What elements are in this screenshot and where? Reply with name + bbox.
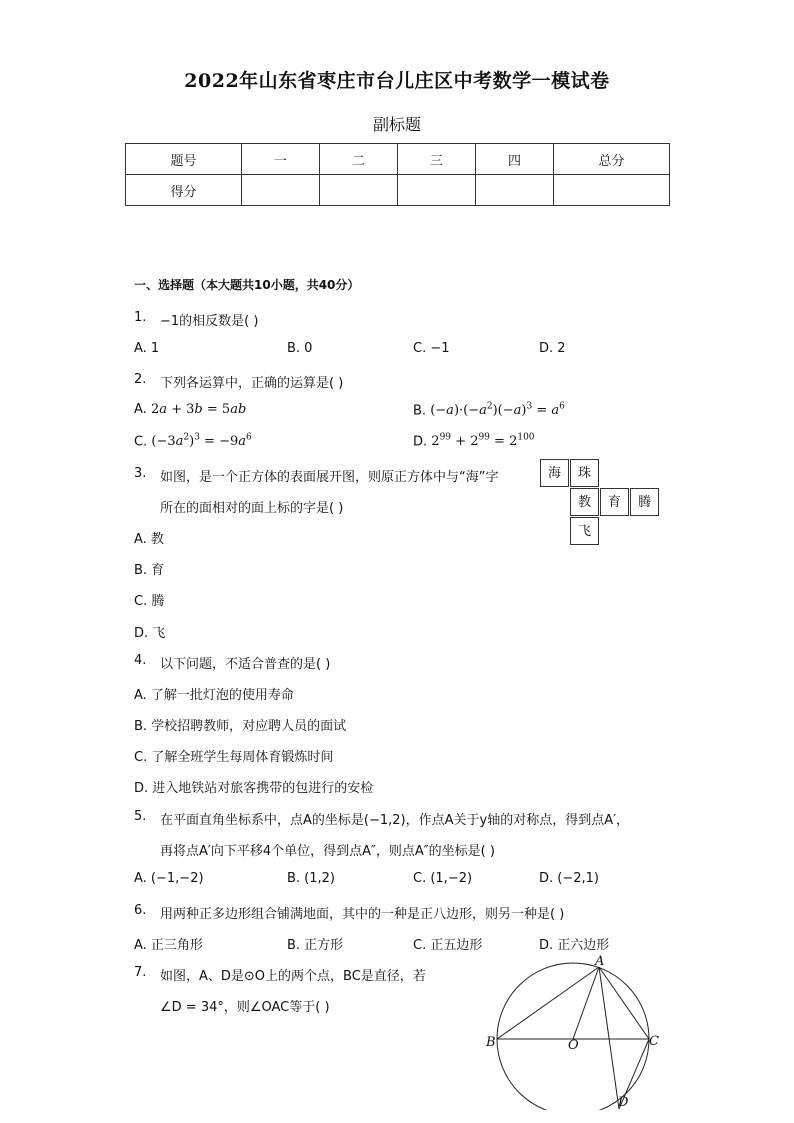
point-label-b: B	[486, 1035, 496, 1050]
option-label: B.	[413, 403, 427, 419]
question-stem: 所在的面相对的面上标的字是( )	[160, 501, 344, 516]
option-label: C.	[134, 434, 148, 450]
point-label-d: D	[618, 1095, 629, 1110]
question-number: 7.	[134, 965, 147, 980]
net-face: 海	[540, 459, 569, 487]
option-c: C. −1	[413, 341, 450, 356]
score-empty-cell	[320, 175, 398, 206]
segment-ac	[599, 967, 649, 1039]
question-stem: −1的相反数是( )	[160, 314, 259, 329]
section-heading: 一、选择题（本大题共10小题，共40分）	[134, 278, 360, 292]
page-subtitle: 副标题	[372, 115, 421, 134]
score-header-cell: 一	[242, 144, 320, 175]
option-label: D.	[413, 434, 428, 450]
option-b	[413, 402, 565, 418]
option-d: D. 飞	[134, 626, 166, 641]
net-face: 教	[570, 488, 599, 516]
score-table-score-row	[126, 175, 670, 206]
net-face: 育	[600, 488, 629, 516]
question-stem: 以下问题，不适合普查的是( )	[160, 657, 331, 672]
segment-ao	[573, 967, 599, 1039]
question-stem: 再将点A′向下平移4个单位，得到点A″，则点A″的坐标是( )	[160, 844, 495, 859]
question-stem: 如图，A、D是⊙O上的两个点，BC是直径，若	[160, 969, 426, 984]
option-b: B. 0	[287, 341, 313, 356]
score-empty-cell	[398, 175, 476, 206]
score-header-cell: 二	[320, 144, 398, 175]
option-c: C. 腾	[134, 594, 165, 609]
segment-ab	[497, 967, 599, 1039]
option-c: C. 了解全班学生每周体育锻炼时间	[134, 750, 334, 765]
option-d: D. 2	[539, 341, 566, 356]
option-d	[413, 433, 535, 449]
option-c: C. 正五边形	[413, 938, 483, 953]
option-b: B. 正方形	[287, 938, 344, 953]
formula: $(-3a^2)^3 = -9a^6$	[151, 433, 252, 450]
formula: $(-a)\cdot(-a^2)(-a)^3 = a^6$	[430, 402, 565, 419]
option-a	[134, 402, 246, 417]
question-number: 3.	[134, 466, 147, 481]
option-a: A. 正三角形	[134, 938, 203, 953]
net-face: 腾	[630, 488, 659, 516]
point-label-c: C	[649, 1034, 659, 1049]
page-title: 2022年山东省枣庄市台儿庄区中考数学一模试卷	[184, 70, 610, 92]
question-number: 4.	[134, 653, 147, 668]
question-number: 5.	[134, 809, 147, 824]
segment-ad	[599, 967, 619, 1109]
score-header-cell: 题号	[126, 144, 242, 175]
option-d: D. (−2,1)	[539, 871, 599, 886]
question-stem: ∠D = 34°，则∠OAC等于( )	[160, 1000, 330, 1015]
option-a: A. 教	[134, 532, 164, 547]
question-stem: 如图，是一个正方体的表面展开图，则原正方体中与“海”字	[160, 470, 499, 485]
score-table-header-row	[126, 144, 670, 175]
option-c: C. (1,−2)	[413, 871, 473, 886]
question-stem: 在平面直角坐标系中，点A的坐标是(−1,2)，作点A关于y轴的对称点，得到点A′，	[160, 813, 630, 828]
option-a: A. (−1,−2)	[134, 871, 204, 886]
question-number: 2.	[134, 372, 147, 387]
score-empty-cell	[476, 175, 554, 206]
circle-figure	[482, 952, 682, 1110]
formula: $2^{99} + 2^{99} = 2^{100}$	[431, 433, 535, 450]
option-a: A. 了解一批灯泡的使用寿命	[134, 688, 294, 703]
net-face: 飞	[570, 517, 599, 545]
option-d: D. 正六边形	[539, 938, 610, 953]
formula: 2a + 3b = 5ab	[150, 402, 247, 417]
score-row-label: 得分	[126, 175, 242, 206]
option-c	[134, 433, 252, 449]
score-empty-cell	[554, 175, 670, 206]
question-number: 1.	[134, 310, 147, 325]
net-face: 珠	[570, 459, 599, 487]
score-table	[125, 143, 670, 206]
score-header-cell: 三	[398, 144, 476, 175]
option-b: B. 育	[134, 563, 165, 578]
question-stem: 下列各运算中，正确的运算是( )	[160, 376, 344, 391]
option-label: A.	[134, 402, 147, 417]
option-b: B. 学校招聘教师，对应聘人员的面试	[134, 719, 347, 734]
question-stem: 用两种正多边形组合铺满地面，其中的一种是正八边形，则另一种是( )	[160, 907, 565, 922]
score-empty-cell	[242, 175, 320, 206]
question-number: 6.	[134, 903, 147, 918]
score-header-cell: 四	[476, 144, 554, 175]
cube-net-figure	[540, 459, 660, 545]
point-label-o: O	[568, 1038, 579, 1053]
score-header-cell: 总分	[554, 144, 670, 175]
option-b: B. (1,2)	[287, 871, 336, 886]
point-label-a: A	[595, 954, 605, 969]
option-a: A. 1	[134, 341, 160, 356]
option-d: D. 进入地铁站对旅客携带的包进行的安检	[134, 781, 374, 796]
